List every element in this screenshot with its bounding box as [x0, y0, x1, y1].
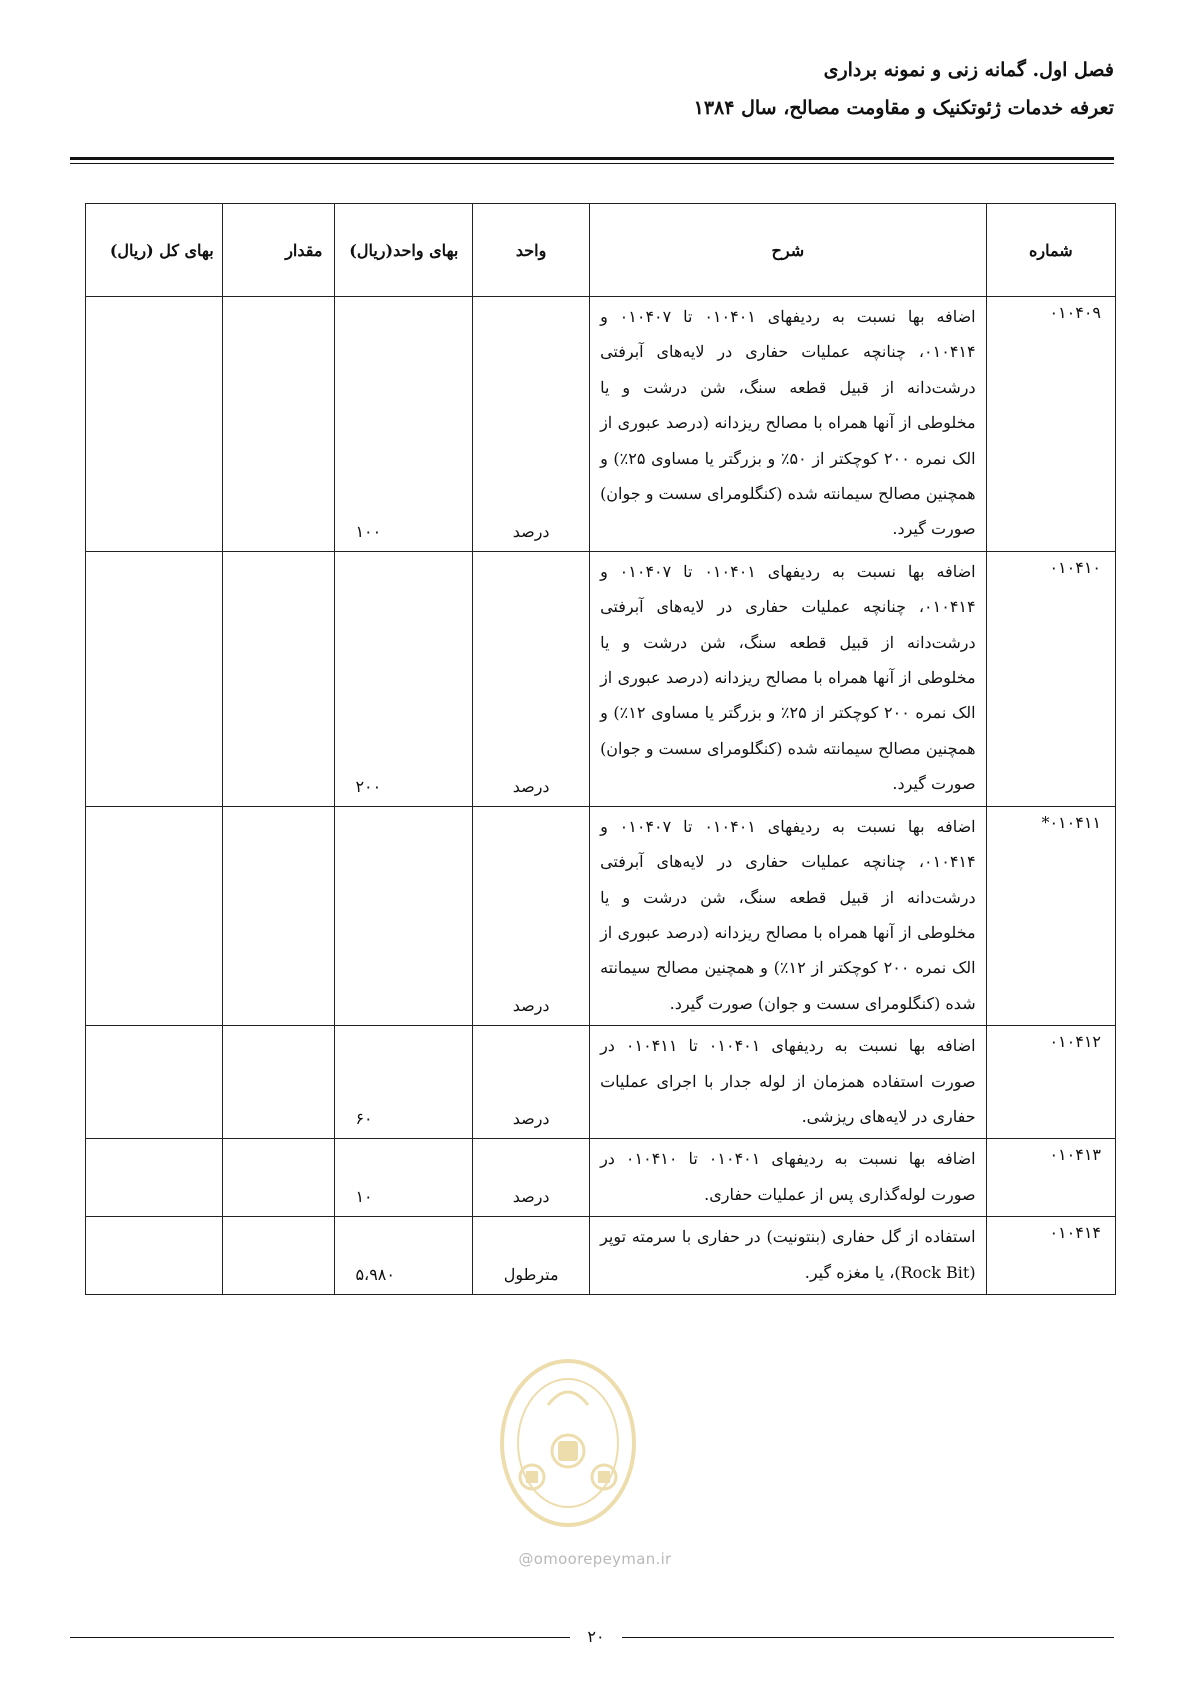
- row-total-price: [86, 806, 223, 1025]
- row-unit-price: ۵،۹۸۰: [335, 1217, 473, 1295]
- seal-watermark-icon: [492, 1335, 644, 1535]
- table-row: [86, 297, 1116, 552]
- row-unit-price: ۱۰۰: [335, 297, 473, 552]
- row-number: ۰۱۰۴۱۰: [986, 551, 1115, 806]
- row-unit-price: ۱۰: [335, 1139, 473, 1217]
- row-quantity: [222, 1139, 335, 1217]
- chapter-title: فصل اول. گمانه زنی و نمونه برداری: [823, 59, 1114, 81]
- footer-rule-right: [622, 1637, 1114, 1638]
- table-row: [86, 551, 1116, 806]
- col-header-unit-price: بهای واحد(ریال): [335, 204, 473, 297]
- row-unit-price: [335, 806, 473, 1025]
- page-number: ۲۰: [587, 1627, 605, 1646]
- row-unit-price: ۶۰: [335, 1026, 473, 1139]
- row-description: اضافه بها نسبت به ردیفهای ۰۱۰۴۰۱ تا ۰۱۰۴۰۷ و ۰۱۰۴۱۴، چنانچه عملیات حفاری در لایه‌های آبرفتی درشت‌دانه از قبیل قطعه سنگ، شن درشت و یا مخلوطی از آنها همراه با مصالح ریزدانه (درصد عبوری از الک نمره ۲۰۰ کوچکتر از ۲۵٪ و بزرگتر یا مساوی ۱۲٪) و همچنین مصالح سیمانته شده (کنگلومرای سست و جوان) صورت گیرد.: [590, 551, 987, 806]
- col-header-total-price: بهای کل (ریال): [86, 204, 223, 297]
- row-unit-price: ۲۰۰: [335, 551, 473, 806]
- row-description: اضافه بها نسبت به ردیفهای ۰۱۰۴۰۱ تا ۰۱۰۴۱۱ در صورت استفاده همزمان از لوله جدار با اجرای عملیات حفاری در لایه‌های ریزشی.: [590, 1026, 987, 1139]
- row-unit: درصد: [473, 1026, 590, 1139]
- row-number: ۰۱۰۴۱۱*: [986, 806, 1115, 1025]
- page-header: [74, 52, 1114, 126]
- row-unit: درصد: [473, 551, 590, 806]
- watermark-site: @omoorepeyman.ir: [518, 1550, 672, 1568]
- document-subtitle: تعرفه خدمات ژئوتکنیک و مقاومت مصالح، سال ۱۳۸۴: [693, 97, 1114, 119]
- table-header-row: [86, 204, 1116, 297]
- footer-rule-left: [70, 1637, 570, 1638]
- row-number: ۰۱۰۴۱۳: [986, 1139, 1115, 1217]
- row-unit: مترطول: [473, 1217, 590, 1295]
- table-row: [86, 806, 1116, 1025]
- row-description: اضافه بها نسبت به ردیفهای ۰۱۰۴۰۱ تا ۰۱۰۴۱۰ در صورت لوله‌گذاری پس از عملیات حفاری.: [590, 1139, 987, 1217]
- row-description: اضافه بها نسبت به ردیفهای ۰۱۰۴۰۱ تا ۰۱۰۴۰۷ و ۰۱۰۴۱۴، چنانچه عملیات حفاری در لایه‌های آبرفتی درشت‌دانه از قبیل قطعه سنگ، شن درشت و یا مخلوطی از آنها همراه با مصالح ریزدانه (درصد عبوری از الک نمره ۲۰۰ کوچکتر از ۱۲٪) و همچنین مصالح سیمانته شده (کنگلومرای سست و جوان) صورت گیرد.: [590, 806, 987, 1025]
- row-description: استفاده از گل حفاری (بنتونیت) در حفاری با سرمته توپر (Rock Bit)، یا مغزه گیر.: [590, 1217, 987, 1295]
- row-total-price: [86, 551, 223, 806]
- col-header-quantity: مقدار: [222, 204, 335, 297]
- table-row: [86, 1026, 1116, 1139]
- row-unit: درصد: [473, 297, 590, 552]
- col-header-unit: واحد: [473, 204, 590, 297]
- row-quantity: [222, 1217, 335, 1295]
- header-rule-thin: [70, 163, 1114, 164]
- row-description: اضافه بها نسبت به ردیفهای ۰۱۰۴۰۱ تا ۰۱۰۴۰۷ و ۰۱۰۴۱۴، چنانچه عملیات حفاری در لایه‌های آبرفتی درشت‌دانه از قبیل قطعه سنگ، شن درشت و یا مخلوطی از آنها همراه با مصالح ریزدانه (درصد عبوری از الک نمره ۲۰۰ کوچکتر از ۵۰٪ و بزرگتر یا مساوی ۲۵٪) و همچنین مصالح سیمانته شده (کنگلومرای سست و جوان) صورت گیرد.: [590, 297, 987, 552]
- row-quantity: [222, 551, 335, 806]
- row-number: ۰۱۰۴۰۹: [986, 297, 1115, 552]
- row-number: ۰۱۰۴۱۲: [986, 1026, 1115, 1139]
- row-total-price: [86, 1139, 223, 1217]
- col-header-number: شماره: [986, 204, 1115, 297]
- row-total-price: [86, 1026, 223, 1139]
- row-quantity: [222, 1026, 335, 1139]
- row-quantity: [222, 806, 335, 1025]
- header-rule-thick: [70, 157, 1114, 160]
- row-total-price: [86, 297, 223, 552]
- row-unit: درصد: [473, 1139, 590, 1217]
- row-quantity: [222, 297, 335, 552]
- row-number: ۰۱۰۴۱۴: [986, 1217, 1115, 1295]
- tariff-table: [85, 203, 1116, 1295]
- row-unit: درصد: [473, 806, 590, 1025]
- row-total-price: [86, 1217, 223, 1295]
- col-header-description: شرح: [590, 204, 987, 297]
- table-row: [86, 1139, 1116, 1217]
- table-row: [86, 1217, 1116, 1295]
